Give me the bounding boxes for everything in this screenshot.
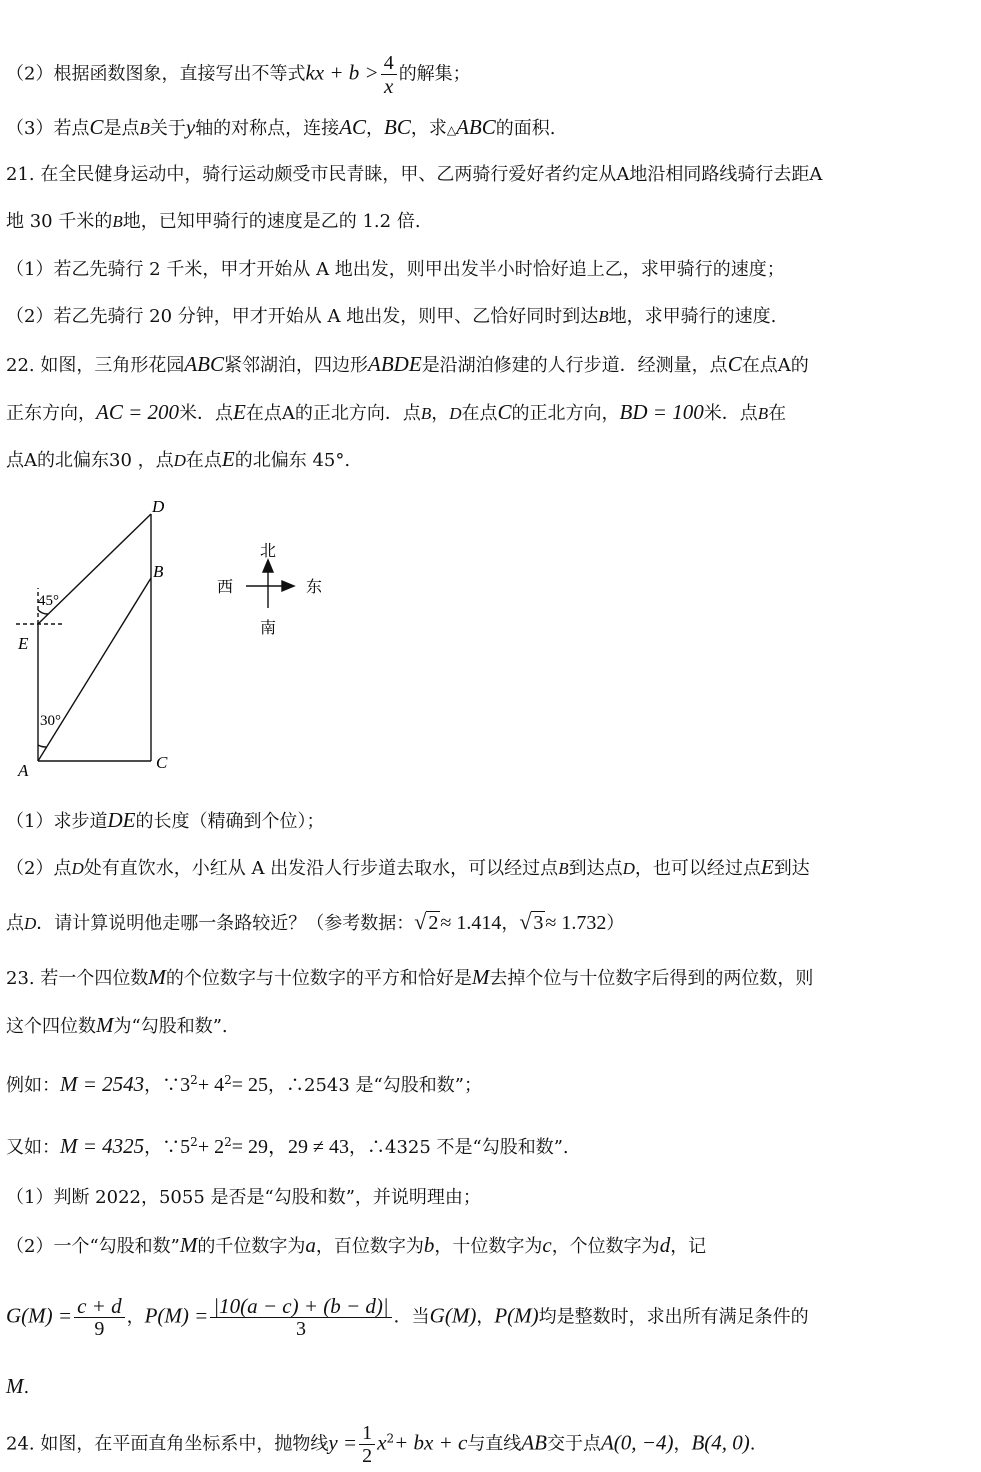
math-var: C: [727, 352, 742, 376]
east-arrow-icon: [282, 581, 294, 591]
q22-line2: [6, 398, 973, 428]
math-var: C: [89, 115, 104, 139]
text: 正东方向，: [6, 403, 96, 424]
numerator: |10(a − c) + (b − d)|: [210, 1295, 391, 1318]
approx-value: ≈ 1.414: [440, 912, 502, 934]
angle-arc-30: [38, 745, 46, 747]
text: 地，已知甲骑行的速度是乙的 1.2 倍.: [122, 211, 421, 232]
math-num: = 29: [231, 1136, 269, 1158]
compass: [246, 560, 294, 608]
text: 在: [768, 403, 787, 424]
math-num: + 4: [197, 1074, 225, 1096]
text: （3）若点: [6, 118, 90, 139]
label-C: C: [156, 753, 168, 772]
radicand: 2: [428, 912, 439, 934]
q23-part2-line3: [6, 1372, 973, 1402]
math-var: AB: [521, 1430, 547, 1455]
q23-part1: （1）判断 2022，5055 是否是“勾股和数”，并说明理由；: [6, 1187, 481, 1208]
text: 与直线: [467, 1433, 522, 1455]
q23-line1: [6, 963, 973, 993]
q22-line1: [6, 350, 973, 380]
math-expr: + bx + c: [394, 1430, 468, 1455]
text: 均是整数时，求出所有满足条件的: [538, 1306, 809, 1328]
numerator: 4: [381, 52, 397, 75]
label-E: E: [18, 634, 29, 653]
math-var: y: [185, 115, 196, 139]
math-expr: M = 4325: [60, 1134, 145, 1158]
math-expr: y =: [328, 1430, 358, 1455]
denominator: 9: [94, 1318, 105, 1340]
text: 到达点: [568, 858, 623, 879]
text: .: [23, 1377, 30, 1398]
q22-part2-line2: [6, 908, 973, 938]
q22-line3: [6, 445, 973, 475]
math-var: x: [377, 1430, 387, 1455]
text: 紧邻湖泊，四边形: [224, 355, 369, 376]
text: 例如：: [6, 1075, 60, 1096]
math-var: D: [173, 451, 186, 470]
math-var: BC: [384, 115, 411, 139]
math-expr: B(4, 0): [691, 1430, 750, 1455]
text: （2）根据函数图象，直接写出不等式: [6, 63, 306, 85]
label-D: D: [152, 497, 165, 516]
math-var: E: [760, 855, 774, 879]
text: ，百位数字为: [315, 1236, 424, 1257]
text: .: [749, 1433, 756, 1455]
q22-part1: [6, 806, 973, 836]
text: ，也可以经过点: [634, 858, 761, 879]
text: 的长度（精确到个位）；: [135, 811, 325, 832]
math-var: b: [423, 1233, 435, 1257]
radicand: 3: [533, 912, 544, 934]
text: 米．点: [179, 403, 234, 424]
text: 米．点: [703, 403, 758, 424]
text: 处有直饮水，小红从 A 出发沿人行步道去取水，可以经过点: [83, 858, 559, 879]
text: ．当: [393, 1306, 430, 1328]
numerator: c + d: [74, 1295, 125, 1318]
math-var: ABC: [456, 115, 496, 139]
math-expr: G(M): [429, 1303, 477, 1328]
math-var: M: [471, 965, 490, 989]
q24-line1: 24. 如图，在平面直角坐标系中，抛物线y = $\frac{1}{2}$ $x^2+$ bx + c与直线AB交于点A(0, −4)，B(4, 0).: [6, 1422, 756, 1467]
math-var: D: [449, 404, 462, 423]
q20-part3: [6, 113, 973, 144]
north-arrow-icon: [263, 560, 273, 572]
label-B: B: [153, 562, 164, 581]
text: ，求: [410, 118, 447, 139]
math-var: B: [598, 307, 609, 326]
text: 在点: [461, 403, 498, 424]
text: 这个四位数: [6, 1016, 96, 1037]
text: 22. 如图，三角形花园: [6, 355, 185, 376]
q23-part2-line1: [6, 1231, 973, 1261]
math-var: C: [497, 400, 512, 424]
fraction-P: [210, 1295, 391, 1340]
text: 在点A的: [741, 355, 809, 376]
text: ．请计算说明他走哪一条路较近？（参考数据：: [36, 913, 415, 934]
sqrt-2: √ 2: [414, 909, 439, 934]
text: ，: [476, 1306, 495, 1328]
math-expr: AC = 200: [96, 400, 180, 424]
math-var: B: [112, 212, 123, 231]
text: ，: [431, 403, 450, 424]
math-var: B: [139, 119, 150, 138]
text: 在点A的正北方向．点: [245, 403, 421, 424]
math-expr: P(M): [494, 1303, 539, 1328]
text: ，: [501, 913, 520, 934]
math-num: + 2: [197, 1136, 225, 1158]
math-expr: P(M) =: [144, 1303, 209, 1328]
math-expr: M = 2543: [60, 1072, 145, 1096]
math-expr: A(0, −4): [600, 1430, 674, 1455]
math-var: DE: [107, 808, 136, 832]
text: 的千位数字为: [197, 1236, 306, 1257]
text: ，∴2543 是“勾股和数”；: [268, 1075, 482, 1096]
math-expr: G(M) =: [6, 1303, 73, 1328]
fraction-G: [74, 1295, 125, 1340]
math-num: = 25: [231, 1074, 269, 1096]
text: 为“勾股和数”.: [113, 1016, 228, 1037]
math-num: ，29 ≠ 43: [268, 1136, 349, 1158]
label-A: A: [18, 761, 29, 780]
fraction: [359, 1422, 375, 1467]
math-var: B: [420, 404, 432, 423]
text: 的正北方向，: [511, 403, 620, 424]
math-var: B: [757, 404, 769, 423]
math-var: M: [179, 1233, 198, 1257]
math-var: ABDE: [368, 352, 422, 376]
text: ，∵: [144, 1075, 181, 1096]
denominator: 2: [362, 1445, 373, 1467]
compass-north: 北: [260, 543, 277, 560]
q21-line1: 21. 在全民健身运动中，骑行运动颇受市民青睐，甲、乙两骑行爱好者约定从A地沿相同路线骑行去距A: [6, 164, 823, 185]
text: 地，求甲骑行的速度.: [608, 306, 777, 327]
text: ，: [673, 1433, 692, 1455]
math-var: ABC: [184, 352, 225, 376]
q21-part1: （1）若乙先骑行 2 千米，甲才开始从 A 地出发，则甲出发半小时恰好追上乙，求甲骑行的速度；: [6, 259, 785, 280]
math-var: AC: [339, 115, 367, 139]
angle-label-30: 30°: [40, 713, 61, 729]
text: ，记: [670, 1236, 707, 1257]
text: 又如：: [6, 1137, 60, 1158]
text: （2）一个“勾股和数”: [6, 1236, 180, 1257]
text: ，∴4325 不是“勾股和数”.: [349, 1137, 569, 1158]
text: ）: [606, 913, 625, 934]
math-var: E: [221, 447, 235, 471]
approx-value: ≈ 1.732: [545, 912, 607, 934]
math-var: E: [233, 400, 246, 424]
text: ，∵: [144, 1137, 181, 1158]
text: 在点: [185, 450, 222, 471]
text: 点: [6, 913, 24, 934]
q20-part2: [6, 52, 973, 97]
text: 24. 如图，在平面直角坐标系中，抛物线: [6, 1433, 329, 1455]
text: 是点: [103, 118, 140, 139]
text: 是沿湖泊修建的人行步道．经测量，点: [421, 355, 728, 376]
sqrt-3: √ 3: [519, 909, 544, 934]
math-num: 5: [180, 1136, 191, 1158]
denominator: x: [384, 74, 394, 98]
q21-part2: [6, 303, 973, 331]
angle-arc-45: [38, 610, 48, 614]
text: 点A的北偏东30 ，点: [6, 450, 174, 471]
fraction: [381, 52, 397, 97]
text: ，个位数字为: [551, 1236, 660, 1257]
text: 地 30 千米的: [6, 211, 113, 232]
text: 23. 若一个四位数: [6, 968, 149, 989]
math-var: M: [148, 965, 166, 989]
math-var: M: [96, 1013, 114, 1037]
math-num: 3: [180, 1074, 191, 1096]
text: ，十位数字为: [434, 1236, 543, 1257]
numerator: 1: [359, 1422, 375, 1445]
text: （2）点: [6, 858, 72, 879]
math-var: D: [24, 914, 37, 933]
text: 的北偏东 45°.: [234, 450, 351, 471]
math-var: a: [305, 1233, 316, 1257]
compass-south: 南: [260, 620, 277, 637]
math-expr: kx + b >: [305, 60, 379, 85]
angle-label-45: 45°: [38, 593, 59, 609]
math-var: M: [6, 1374, 24, 1398]
q23-example1: 例如：M = 2543，$\because 3^2+ 4^2= 25$，∴2543 是“勾股和数”；: [6, 1072, 482, 1096]
compass-west: 西: [217, 579, 234, 596]
denominator: 3: [295, 1318, 306, 1340]
text: 的个位数字与十位数字的平方和恰好是: [165, 968, 472, 989]
math-var: c: [542, 1233, 552, 1257]
triangle-symbol: △: [446, 123, 457, 137]
text: （1）求步道: [6, 811, 108, 832]
math-var: D: [622, 859, 635, 878]
q23-example2: 又如：M = 4325，$\because 5^2+ 2^2= 29$，29 ≠ 43，∴4325 不是“勾股和数”.: [6, 1134, 569, 1158]
text: 的面积.: [495, 118, 556, 139]
compass-east: 东: [306, 579, 323, 596]
text: 的解集；: [398, 63, 471, 85]
text: 去掉个位与十位数字后得到的两位数，则: [489, 968, 814, 989]
math-var: D: [71, 859, 84, 878]
math-expr: BD = 100: [619, 400, 704, 424]
q22-figure: [0, 492, 340, 792]
text: 交于点: [546, 1433, 601, 1455]
text: 关于: [149, 118, 186, 139]
text: 轴的对称点，连接: [195, 118, 340, 139]
q23-part2-line2: [6, 1295, 973, 1340]
text: ，: [366, 118, 385, 139]
q23-line2: [6, 1011, 973, 1041]
q21-line2: [6, 208, 973, 236]
q22-part2-line1: [6, 853, 973, 883]
text: ，: [126, 1306, 145, 1328]
math-var: B: [558, 859, 569, 878]
math-var: d: [659, 1233, 671, 1257]
text: 到达: [773, 858, 810, 879]
text: （2）若乙先骑行 20 分钟，甲才开始从 A 地出发，则甲、乙恰好同时到达: [6, 306, 599, 327]
